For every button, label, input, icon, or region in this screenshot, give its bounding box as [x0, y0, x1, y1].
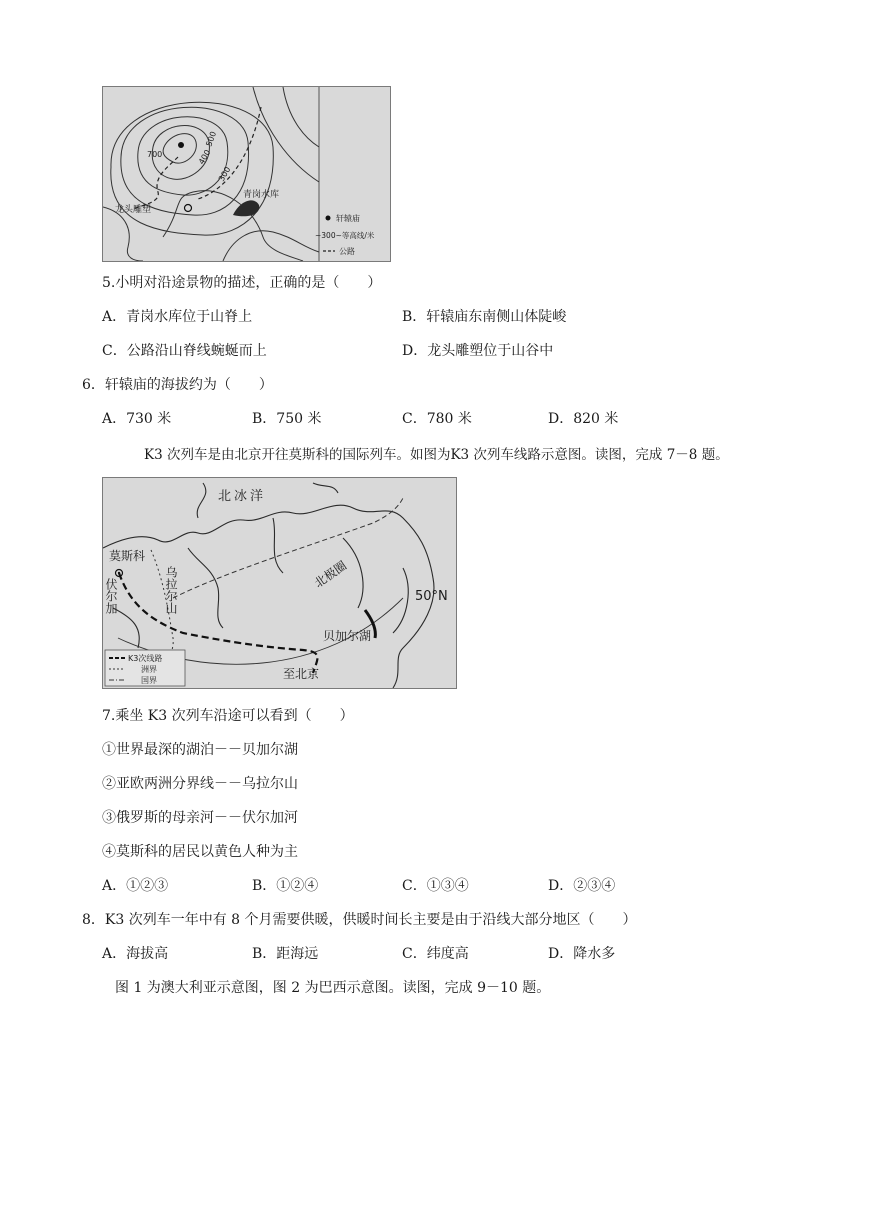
contour-label-500: 500 — [204, 130, 219, 148]
contour-label-700: 700 — [147, 150, 163, 159]
legend-road-label: 公路 — [339, 247, 355, 256]
q5-option-c: C．公路沿山脊线蜿蜒而上 — [102, 343, 267, 359]
q7-stem: 7.乘坐 K3 次列车沿途可以看到（ ） — [102, 708, 354, 724]
volga-label-group — [104, 577, 118, 614]
contour-map-figure — [102, 86, 391, 262]
intro-9-10: 图 1 为澳大利亚示意图，图 2 为巴西示意图。读图，完成 9－10 题。 — [115, 980, 551, 996]
q6-option-d: D．820 米 — [548, 411, 619, 427]
q6-option-a: A．730 米 — [102, 411, 172, 427]
q6-stem: 6．轩辕庙的海拔约为（ ） — [82, 377, 273, 393]
q7-option-c: C．①③④ — [402, 878, 469, 894]
moscow-label: 莫斯科 — [109, 549, 146, 563]
contour-map-drawing — [103, 87, 390, 261]
volga-label: 伏尔加 — [104, 578, 118, 614]
legend-temple-label: 轩辕庙 — [336, 214, 360, 223]
q5-option-a: A．青岗水库位于山脊上 — [102, 309, 253, 325]
q5-option-d: D．龙头雕塑位于山谷中 — [402, 343, 554, 359]
legend-continent-boundary-label: 洲界 — [141, 665, 157, 674]
ural-mountain-label: 乌拉尔山 — [164, 566, 178, 614]
contour-label-400: 400 — [196, 148, 213, 166]
to-beijing-label: 至北京 — [283, 667, 320, 681]
temple-marker — [178, 142, 184, 148]
temple-dot-icon — [326, 216, 331, 221]
q7-statement-1: ①世界最深的湖泊－－贝加尔湖 — [102, 742, 298, 758]
q8-option-b: B．距海远 — [252, 946, 319, 962]
q8-stem: 8．K3 次列车一年中有 8 个月需要供暖，供暖时间长主要是由于沿线大部分地区（ ） — [82, 912, 637, 928]
q8-option-c: C．纬度高 — [402, 946, 469, 962]
q6-option-b: B．750 米 — [252, 411, 322, 427]
k3-route-map-drawing — [103, 478, 456, 688]
arctic-ocean-label: 北冰洋 — [218, 489, 267, 504]
q7-option-d: D．②③④ — [548, 878, 616, 894]
arctic-circle-label: 北极圈 — [311, 558, 350, 591]
q7-statement-4: ④莫斯科的居民以黄色人种为主 — [102, 844, 298, 860]
q7-option-b: B．①②④ — [252, 878, 319, 894]
q7-statement-2: ②亚欧两洲分界线－－乌拉尔山 — [102, 776, 298, 792]
q8-option-d: D．降水多 — [548, 946, 616, 962]
q7-statement-3: ③俄罗斯的母亲河－－伏尔加河 — [102, 810, 298, 826]
legend-contour-label: ~300~等高线/米 — [315, 231, 375, 240]
q8-option-a: A．海拔高 — [102, 946, 169, 962]
legend-national-border-label: 国界 — [141, 676, 157, 685]
baikal-label: 贝加尔湖 — [323, 629, 372, 643]
q5-option-b: B．轩辕庙东南侧山体陡峻 — [402, 309, 567, 325]
dragon-statue-label: 龙头雕塑 — [115, 205, 152, 215]
q6-option-c: C．780 米 — [402, 411, 472, 427]
intro-7-8: K3 次列车是由北京开往莫斯科的国际列车。如图为K3 次列车线路示意图。读图，完成 7－8 题。 — [144, 447, 729, 463]
q5-stem: 5.小明对沿途景物的描述，正确的是（ ） — [102, 275, 382, 291]
contour-label-300: 300 — [216, 165, 233, 183]
legend-route-label: K3次线路 — [128, 654, 163, 663]
reservoir-label: 青岗水库 — [243, 190, 280, 200]
latitude-label: 50°N — [415, 589, 448, 604]
k3-route-map-figure — [102, 477, 457, 689]
q7-option-a: A．①②③ — [102, 878, 169, 894]
